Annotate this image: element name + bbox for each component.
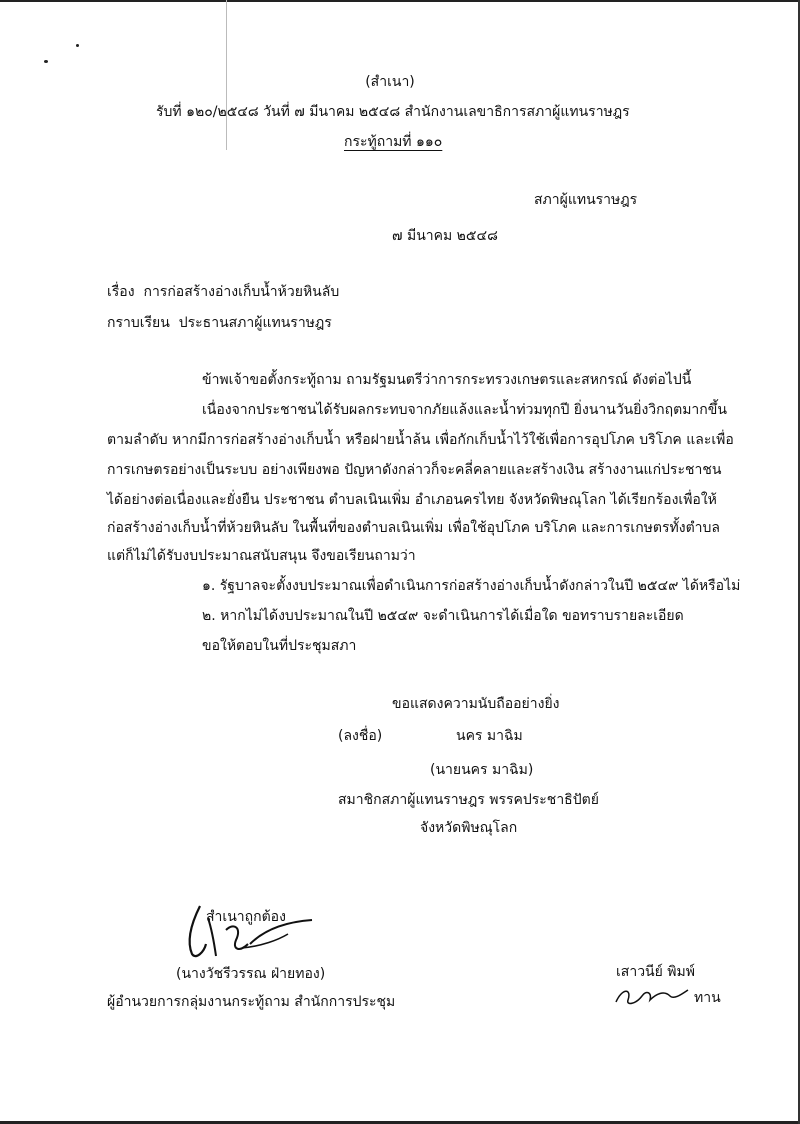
subject-text: การก่อสร้างอ่างเก็บน้ำห้วยหินลับ [143, 284, 340, 300]
checked-label: ทาน [694, 990, 721, 1006]
receipt-line: รับที่ ๑๒๐/๒๕๔๘ วันที่ ๗ มีนาคม ๒๕๔๘ สำนักงานเลขาธิการสภาผู้แทนราษฎร [156, 104, 630, 120]
certifier-signature [178, 900, 318, 962]
sender-office: สภาผู้แทนราษฎร [534, 192, 638, 208]
question-item: ๒. หากไม่ได้งบประมาณในปี ๒๕๔๙ จะดำเนินการได้เมื่อใด ขอทราบรายละเอียด [202, 608, 684, 624]
paragraph-line: ก่อสร้างอ่างเก็บน้ำที่ห้วยหินลับ ในพื้นที่ของตำบลเนินเพิ่ม เพื่อใช้อุปโภค บริโภค และการเกษตรทั้งตำบล [107, 520, 721, 536]
position: สมาชิกสภาผู้แทนราษฎร พรรคประชาธิปัตย์ [338, 792, 599, 808]
scan-speck [76, 44, 79, 47]
paragraph-line: แต่ก็ไม่ได้รับงบประมาณสนับสนุน จึงขอเรียนถามว่า [107, 548, 416, 564]
checker-initials [612, 984, 692, 1010]
typist-name: เสาวนีย์ พิมพ์ [616, 964, 695, 980]
copy-mark: (สำเนา) [365, 74, 415, 90]
salutation-text: ประธานสภาผู้แทนราษฎร [178, 315, 332, 331]
signed-name: นคร มาฉิม [456, 728, 523, 744]
province: จังหวัดพิษณุโลก [420, 820, 518, 836]
paragraph-line: ได้อย่างต่อเนื่องและยั่งยืน ประชาชน ตำบลเนินเพิ่ม อำเภอนครไทย จังหวัดพิษณุโลก ได้เรียกร้องเพื่อให้ [107, 492, 717, 508]
subject-line [107, 282, 339, 302]
scan-speck [44, 60, 48, 63]
sender-date: ๗ มีนาคม ๒๕๔๘ [392, 228, 498, 244]
certifier-title: ผู้อำนวยการกลุ่มงานกระทู้ถาม สำนักการประชุม [107, 994, 396, 1010]
full-name: (นายนคร มาฉิม) [430, 762, 534, 778]
question-number: กระทู้ถามที่ ๑๑๐ [344, 134, 443, 150]
body-intro: ข้าพเจ้าขอตั้งกระทู้ถาม ถามรัฐมนตรีว่าการกระทรวงเกษตรและสหกรณ์ ดังต่อไปนี้ [202, 372, 692, 388]
certified-copy: สำเนาถูกต้อง [206, 909, 286, 925]
scan-edge-top [0, 0, 800, 2]
scan-fold-line [226, 0, 227, 150]
closing-request: ขอให้ตอบในที่ประชุมสภา [202, 638, 357, 654]
signed-label: (ลงชื่อ) [338, 728, 383, 744]
paragraph-line: การเกษตรอย่างเป็นระบบ อย่างเพียงพอ ปัญหาดังกล่าวก็จะคลี่คลายและสร้างเงิน สร้างงานแก่ประชาชน [107, 462, 722, 478]
salutation-label: กราบเรียน [107, 315, 170, 331]
salutation-line [107, 313, 332, 333]
paragraph-line: ตามลำดับ หากมีการก่อสร้างอ่างเก็บน้ำ หรือฝายน้ำล้น เพื่อกักเก็บน้ำไว้ใช้เพื่อการอุปโภค บริโภค และเพื่อ [107, 432, 734, 448]
certifier-name: (นางวัชรีวรรณ ฝ่ายทอง) [176, 966, 326, 982]
question-item: ๑. รัฐบาลจะตั้งงบประมาณเพื่อดำเนินการก่อสร้างอ่างเก็บน้ำดังกล่าวในปี ๒๕๔๙ ได้หรือไม่ [202, 578, 741, 594]
regards: ขอแสดงความนับถืออย่างยิ่ง [392, 696, 560, 712]
paragraph-line: เนื่องจากประชาชนได้รับผลกระทบจากภัยแล้งและน้ำท่วมทุกปี ยิ่งนานวันยิ่งวิกฤตมากขึ้น [202, 402, 727, 418]
subject-label: เรื่อง [107, 284, 135, 300]
